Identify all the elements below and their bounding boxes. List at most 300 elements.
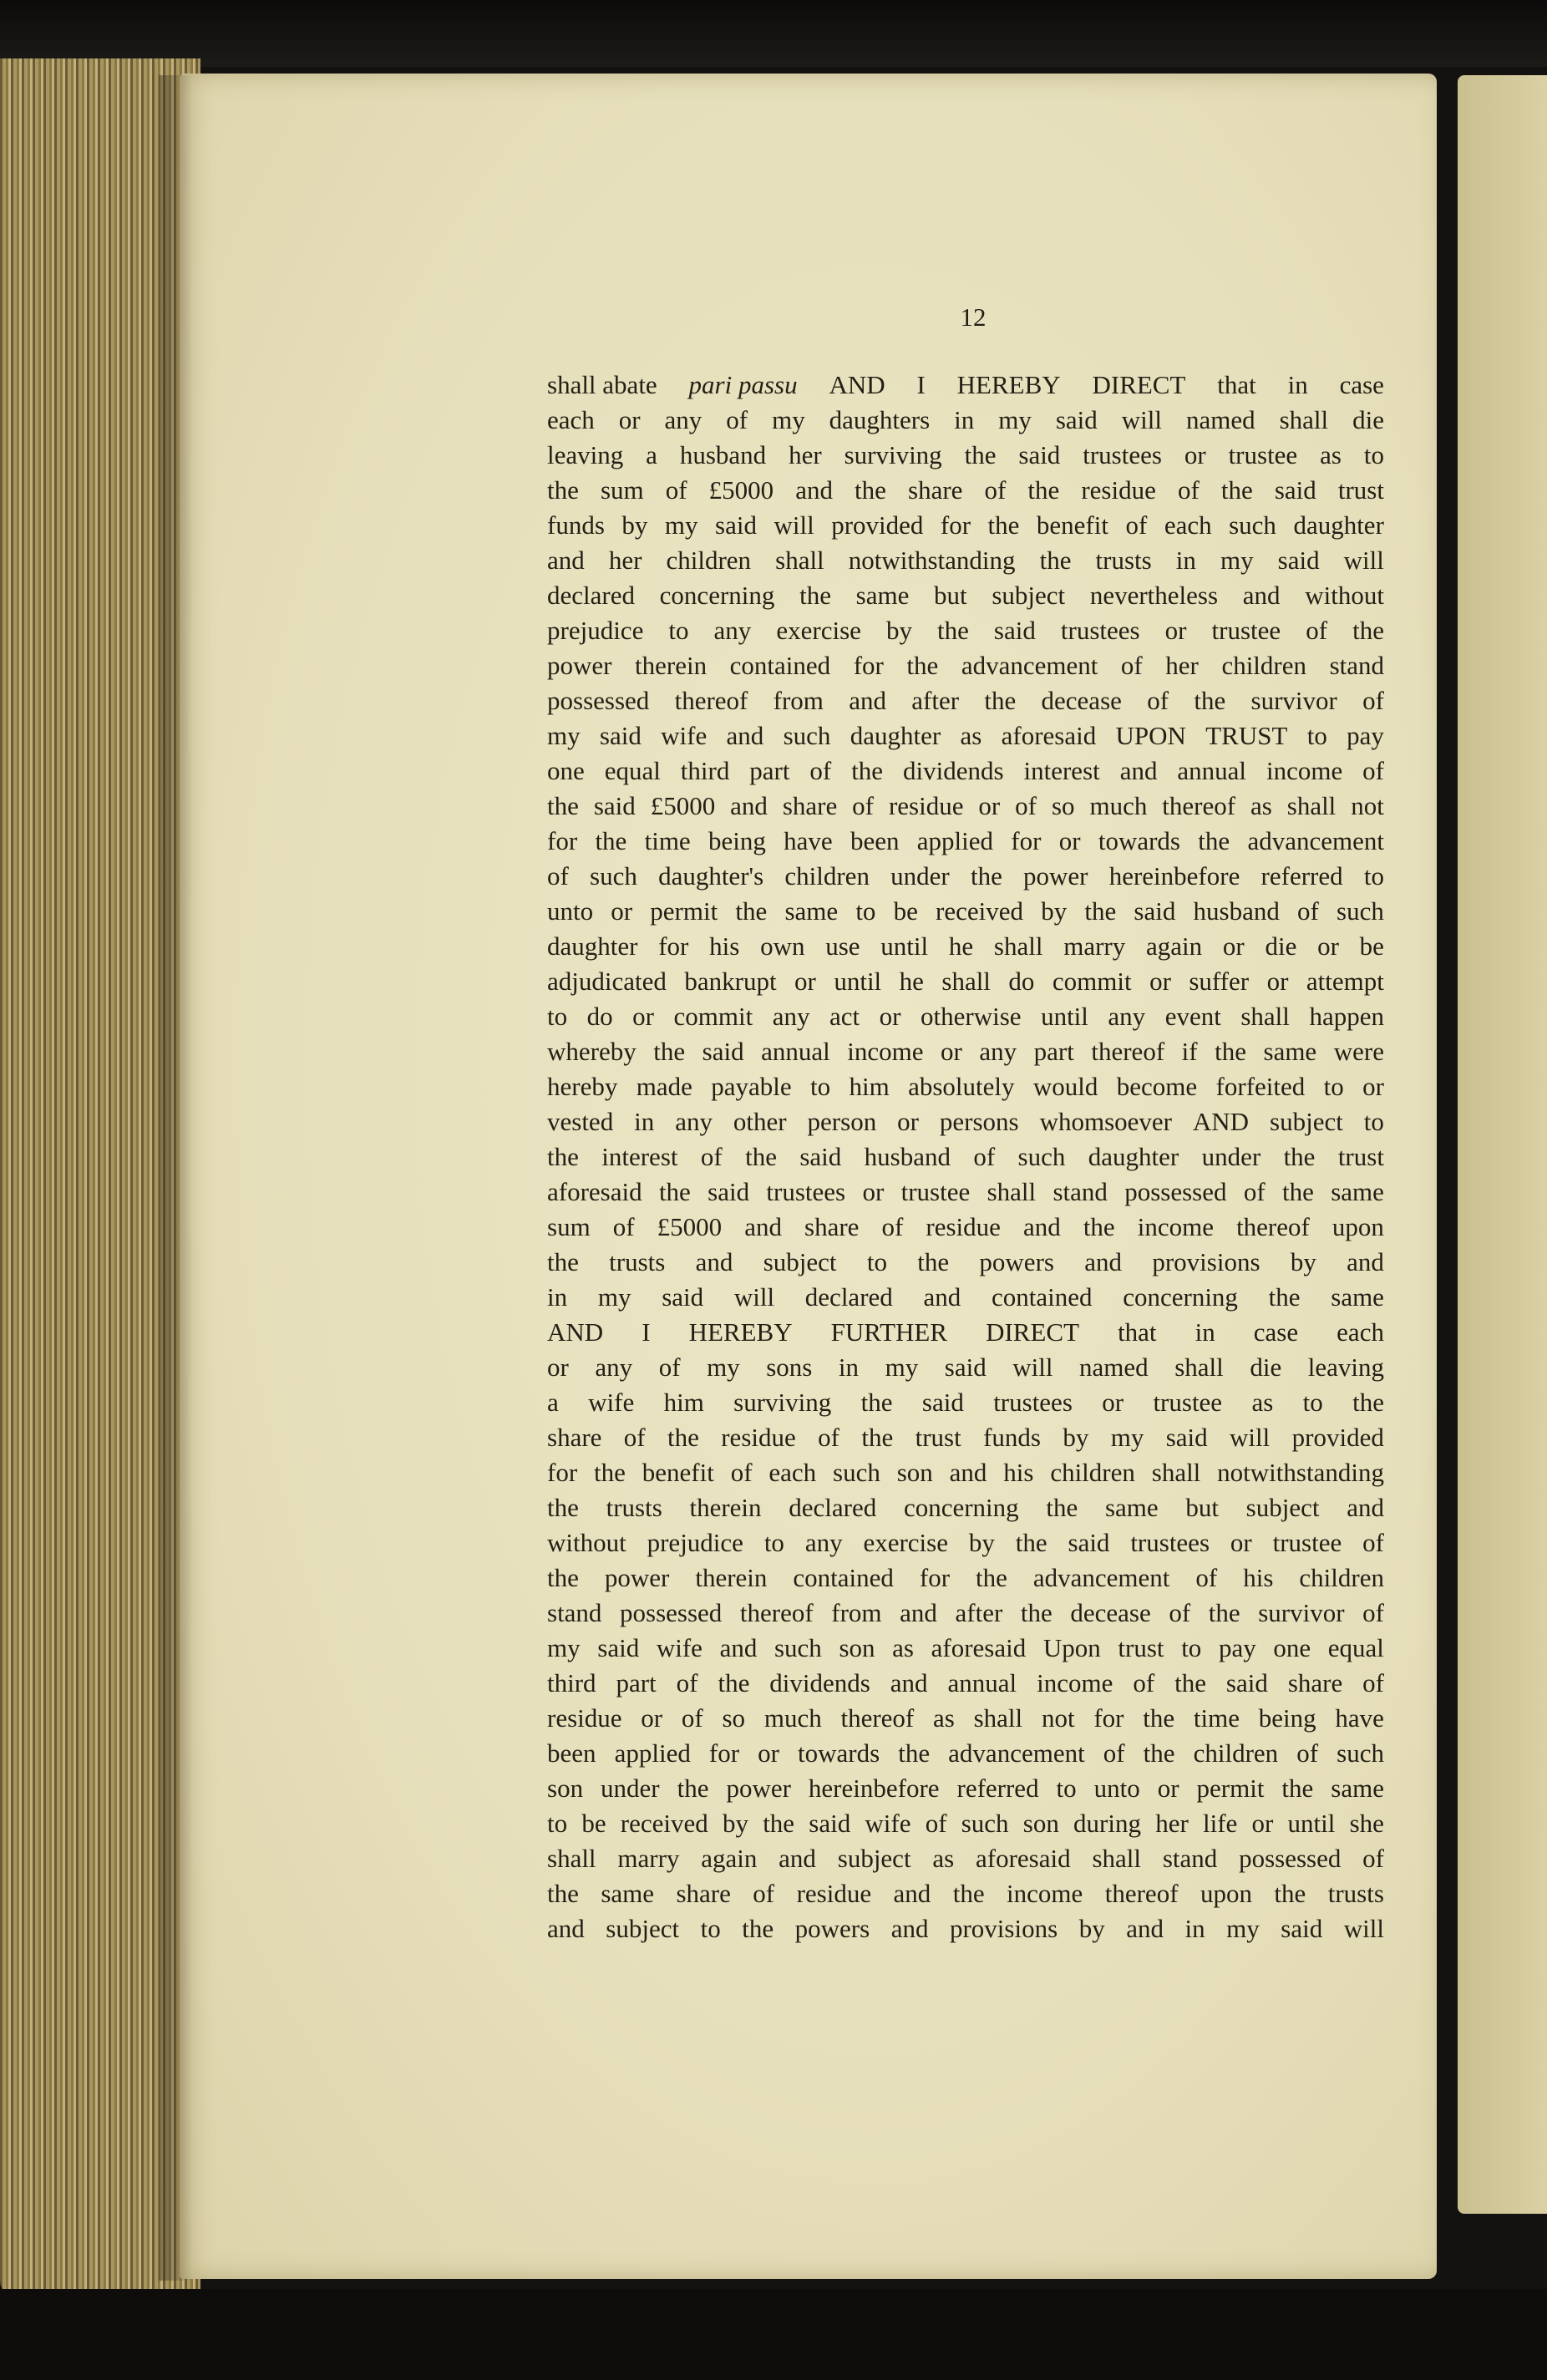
word: the <box>855 475 886 505</box>
word: powers <box>979 1247 1054 1276</box>
word: survivor <box>1250 686 1337 715</box>
word: life <box>1202 1809 1238 1838</box>
word: possessed <box>547 686 650 715</box>
word: pay <box>1347 721 1384 750</box>
word: each <box>547 405 595 434</box>
word: same <box>1331 1177 1384 1206</box>
word: trusts <box>1327 1879 1384 1908</box>
text-line <box>547 1631 1384 1666</box>
word: residue <box>926 1212 1001 1241</box>
word: the <box>547 475 579 505</box>
word: said <box>662 1282 704 1312</box>
word: or <box>1058 826 1081 855</box>
text-line <box>547 1490 1384 1525</box>
word: will <box>1343 1914 1384 1943</box>
word: exercise <box>776 616 861 645</box>
word: for <box>547 826 578 855</box>
text-line <box>547 368 1384 403</box>
word: husband <box>1193 896 1280 926</box>
text-line <box>547 859 1384 894</box>
word: subject <box>1270 1107 1343 1136</box>
word: any <box>979 1037 1017 1066</box>
word: daughter's <box>658 861 764 891</box>
word: or <box>1266 967 1289 996</box>
word: pay <box>1218 1633 1256 1662</box>
word: equal <box>604 756 661 785</box>
text-line <box>547 1385 1384 1420</box>
word: marry <box>617 1844 680 1873</box>
word: be <box>1359 931 1384 961</box>
word: of <box>984 475 1007 505</box>
word: of <box>1362 1598 1384 1627</box>
word: for <box>919 1563 951 1592</box>
word: the <box>1352 1388 1384 1417</box>
word: the <box>937 616 969 645</box>
word: person <box>807 1107 877 1136</box>
word: residue <box>796 1879 872 1908</box>
word: would <box>1032 1072 1098 1101</box>
word: same <box>1104 1493 1159 1522</box>
word: leaving <box>547 440 624 469</box>
word: the <box>1046 1493 1078 1522</box>
word: the <box>1274 1879 1306 1908</box>
text-line <box>547 999 1384 1034</box>
word: the <box>1194 686 1226 715</box>
word: and <box>779 1844 816 1873</box>
word: subject <box>606 1914 680 1943</box>
word: in <box>1287 370 1308 399</box>
word: in <box>1184 1914 1205 1943</box>
word: power <box>1023 861 1088 891</box>
word: part <box>1033 1037 1074 1066</box>
word: aforesaid <box>931 1633 1027 1662</box>
word: share <box>547 1423 602 1452</box>
word: towards <box>1098 826 1180 855</box>
word: to <box>1302 1388 1323 1417</box>
word: during <box>1073 1809 1141 1838</box>
word: exercise <box>863 1528 948 1557</box>
word: funds <box>983 1423 1041 1452</box>
word: be <box>893 896 918 926</box>
word: dividends <box>769 1668 870 1697</box>
word: case <box>1253 1317 1299 1347</box>
word: share <box>676 1879 731 1908</box>
text-line <box>547 718 1384 754</box>
word: each <box>1164 510 1212 540</box>
word: said <box>599 721 642 750</box>
word: the <box>1027 475 1060 505</box>
word: for <box>1011 826 1042 855</box>
word: annual <box>947 1668 1017 1697</box>
word: by <box>1063 1423 1089 1452</box>
word: him <box>849 1072 890 1101</box>
word: of <box>1133 1668 1155 1697</box>
word: wife <box>656 1633 702 1662</box>
word: after <box>911 686 960 715</box>
word: my <box>1220 546 1254 575</box>
word: by <box>968 1528 995 1557</box>
text-line <box>547 1806 1384 1841</box>
word: for <box>708 1738 740 1768</box>
word: the <box>677 1774 709 1803</box>
word: surviving <box>844 440 942 469</box>
word: residue <box>547 1703 622 1733</box>
word: the <box>1208 1598 1240 1627</box>
word: such <box>833 1458 880 1487</box>
word: trustees <box>993 1388 1073 1417</box>
word: prejudice <box>647 1528 743 1557</box>
word: my <box>885 1352 919 1382</box>
word: her <box>608 546 642 575</box>
word: of <box>925 1809 947 1838</box>
text-line <box>547 1175 1384 1210</box>
word: the <box>718 1668 750 1697</box>
word: power <box>547 651 612 680</box>
word: of <box>730 1458 753 1487</box>
word: share <box>1287 1668 1343 1697</box>
word: or <box>879 1002 901 1031</box>
word: income <box>1007 1879 1083 1908</box>
word: decease <box>1041 686 1122 715</box>
word: of <box>681 1703 703 1733</box>
word: of <box>852 791 874 820</box>
word: the <box>1352 616 1384 645</box>
word: my <box>707 1352 740 1382</box>
word: £5000 <box>657 1212 723 1241</box>
word: as <box>960 721 982 750</box>
text-line <box>547 824 1384 859</box>
word: received <box>620 1809 708 1838</box>
word: event <box>1164 1002 1221 1031</box>
word: marry <box>1063 931 1126 961</box>
word: adjudicated <box>547 967 667 996</box>
word: or <box>1102 1388 1124 1417</box>
word: hereinbefore <box>1108 861 1240 891</box>
word: and <box>890 1914 929 1943</box>
word: such <box>1229 510 1276 540</box>
word: part <box>749 756 790 785</box>
word: suffer <box>1189 967 1250 996</box>
word: referred <box>1260 861 1343 891</box>
word: or <box>547 1352 569 1382</box>
word: or <box>1251 1809 1274 1838</box>
word: until <box>1287 1809 1336 1838</box>
word: said <box>1018 440 1061 469</box>
word: attempt <box>1306 967 1384 996</box>
word: thereof <box>739 1598 814 1627</box>
word: daughters <box>829 405 931 434</box>
word: £5000 <box>708 475 774 505</box>
word: the <box>906 651 939 680</box>
text-line <box>547 964 1384 999</box>
word: will <box>1121 405 1162 434</box>
word: or <box>641 1703 663 1733</box>
word: his <box>1243 1563 1274 1592</box>
word: persons <box>939 1107 1019 1136</box>
word: to <box>763 1528 784 1557</box>
text-segment: shall abate <box>547 370 657 399</box>
word: any <box>675 1107 713 1136</box>
word: shall <box>1092 1844 1141 1873</box>
word: or <box>611 896 633 926</box>
word: die <box>1352 405 1384 434</box>
word: trusts <box>606 1493 662 1522</box>
text-line <box>547 894 1384 929</box>
word: the <box>547 1247 579 1276</box>
word: thereof <box>1162 791 1236 820</box>
word: said <box>799 1142 842 1171</box>
word: same <box>784 896 839 926</box>
word: the <box>1268 1282 1301 1312</box>
word: have <box>784 826 833 855</box>
word: aforesaid <box>547 1177 642 1206</box>
word: thereof <box>840 1703 915 1733</box>
word: to <box>1363 1107 1384 1136</box>
word: and <box>900 1598 937 1627</box>
word: shall <box>973 1703 1023 1733</box>
word: said <box>921 1388 964 1417</box>
text-line <box>547 1841 1384 1876</box>
word: of <box>726 405 748 434</box>
word: subject <box>837 1844 911 1873</box>
word: to <box>1056 1774 1077 1803</box>
word: of <box>547 861 569 891</box>
word: forfeited <box>1215 1072 1306 1101</box>
word: shall <box>987 1177 1037 1206</box>
word: not <box>1041 1703 1075 1733</box>
word: interest <box>1023 756 1100 785</box>
word: possessed <box>1239 1844 1342 1873</box>
word: trustee <box>1228 440 1298 469</box>
word: the <box>1215 1037 1246 1066</box>
word: her <box>1165 651 1199 680</box>
word: advancement <box>948 1738 1085 1768</box>
word: shall <box>1174 1352 1224 1382</box>
word: by <box>885 616 912 645</box>
word: TRUST <box>1205 721 1288 750</box>
word: Upon <box>1042 1633 1101 1662</box>
word: of <box>1362 1844 1384 1873</box>
word: same <box>1331 1774 1384 1803</box>
word: wife <box>865 1809 911 1838</box>
word: such <box>1337 896 1384 926</box>
text-line <box>547 578 1384 613</box>
word: my <box>998 405 1032 434</box>
word: whomsoever <box>1039 1107 1172 1136</box>
word: commit <box>1052 967 1132 996</box>
word: again <box>701 1844 758 1873</box>
word: the <box>547 1879 579 1908</box>
word: and <box>923 1282 961 1312</box>
word: the <box>547 791 579 820</box>
word: same <box>1331 1282 1384 1312</box>
word: husband <box>679 440 767 469</box>
word: son <box>1022 1809 1059 1838</box>
word: the <box>595 826 627 855</box>
word: the <box>1020 1598 1052 1627</box>
word: son <box>839 1633 875 1662</box>
word: the <box>976 1563 1007 1592</box>
word: children <box>1221 651 1307 680</box>
word: of <box>818 1423 839 1452</box>
word: trustee <box>900 1177 971 1206</box>
word: children <box>1299 1563 1384 1592</box>
word: the <box>1281 1177 1314 1206</box>
word: of <box>1306 616 1328 645</box>
word: and <box>744 1212 782 1241</box>
text-line <box>547 1069 1384 1104</box>
word: trustees <box>766 1177 846 1206</box>
word: trustees <box>1060 616 1140 645</box>
word: subject <box>992 581 1066 610</box>
word: or <box>1184 440 1206 469</box>
word: a <box>646 440 657 469</box>
word: under <box>890 861 950 891</box>
word: will <box>1343 546 1384 575</box>
word: she <box>1349 1809 1384 1838</box>
word: share <box>782 791 838 820</box>
text-line <box>547 1876 1384 1911</box>
word: of <box>1120 651 1143 680</box>
word: to <box>547 1002 568 1031</box>
word: in <box>634 1107 655 1136</box>
word: the <box>594 1458 626 1487</box>
word: and <box>695 1247 733 1276</box>
word: and <box>893 1879 931 1908</box>
text-line <box>547 1560 1384 1596</box>
text-line <box>547 1736 1384 1771</box>
word: that <box>1217 370 1256 399</box>
word: the <box>952 1879 985 1908</box>
word: provisions <box>1152 1247 1260 1276</box>
word: for <box>1093 1703 1124 1733</box>
word: stand <box>1052 1177 1108 1206</box>
word: and <box>719 1633 758 1662</box>
word: other <box>733 1107 787 1136</box>
word: aforesaid <box>976 1844 1071 1873</box>
word: equal <box>1327 1633 1384 1662</box>
word: to <box>1306 721 1327 750</box>
text-line <box>547 473 1384 508</box>
word: said <box>944 1352 987 1382</box>
word: any <box>804 1528 843 1557</box>
word: one <box>547 756 585 785</box>
word: and <box>547 1914 585 1943</box>
text-line <box>547 1420 1384 1455</box>
word: trustees <box>1083 440 1162 469</box>
word: HEREBY <box>688 1317 793 1347</box>
word: shall <box>1286 791 1337 820</box>
word: applied <box>916 826 994 855</box>
word: will <box>774 510 814 540</box>
word: or <box>618 405 641 434</box>
word: advancement <box>961 651 1098 680</box>
word: if <box>1181 1037 1198 1066</box>
text-line <box>547 1771 1384 1806</box>
word: named <box>1079 1352 1149 1382</box>
word: absolutely <box>908 1072 1015 1101</box>
word: under <box>1201 1142 1261 1171</box>
word: said <box>1225 1668 1268 1697</box>
text-line <box>547 683 1384 718</box>
word: and <box>1347 1247 1384 1276</box>
word: been <box>850 826 900 855</box>
text-line <box>547 648 1384 683</box>
word: the <box>547 1563 579 1592</box>
word: to <box>810 1072 831 1101</box>
word: concerning <box>903 1493 1019 1522</box>
word: each <box>1337 1317 1384 1347</box>
word: received <box>936 896 1024 926</box>
word: as <box>933 1703 955 1733</box>
word: commit <box>673 1002 753 1031</box>
word: the <box>1281 1774 1314 1803</box>
word: declared <box>547 581 635 610</box>
word: stand <box>1329 651 1384 680</box>
word: but <box>1185 1493 1219 1522</box>
word: for <box>547 1458 578 1487</box>
word: applied <box>614 1738 691 1768</box>
word: to <box>1323 1072 1344 1101</box>
word: the <box>1174 1668 1206 1697</box>
word: my <box>664 510 698 540</box>
word: any <box>772 1002 810 1031</box>
word: made <box>636 1072 692 1101</box>
word: said <box>1281 1914 1323 1943</box>
word: to <box>855 896 876 926</box>
word: third <box>680 756 730 785</box>
word: trust <box>1118 1633 1164 1662</box>
word: residue <box>721 1423 796 1452</box>
word: referred <box>956 1774 1039 1803</box>
word: the <box>735 896 768 926</box>
word: case <box>1339 370 1384 399</box>
word: AND <box>547 1317 604 1347</box>
word: trustee <box>1272 1528 1342 1557</box>
word: of <box>623 1423 646 1452</box>
word: by <box>1041 896 1068 926</box>
word: time <box>644 826 691 855</box>
word: therein <box>689 1493 762 1522</box>
word: and <box>726 721 764 750</box>
word: of <box>1147 686 1169 715</box>
word: have <box>1335 1703 1384 1733</box>
word: thereof <box>674 686 748 715</box>
word: of <box>1297 896 1319 926</box>
word: as <box>932 1844 955 1873</box>
word: notwithstanding <box>848 546 1016 575</box>
word: him <box>663 1388 704 1417</box>
word: or <box>1317 931 1339 961</box>
word: same <box>601 1879 655 1908</box>
word: do <box>1008 967 1035 996</box>
word: said <box>1134 896 1176 926</box>
word: his <box>1003 1458 1034 1487</box>
word: third <box>547 1668 596 1697</box>
word: said <box>708 1177 750 1206</box>
word: bankrupt <box>684 967 777 996</box>
word: contained <box>991 1282 1093 1312</box>
word: advancement <box>1247 826 1384 855</box>
word: son <box>896 1458 933 1487</box>
word: he <box>948 931 974 961</box>
word: nevertheless <box>1089 581 1219 610</box>
word: shall <box>993 931 1043 961</box>
word: children <box>666 546 752 575</box>
word: daughter <box>1293 510 1384 540</box>
word: HEREBY <box>956 370 1061 399</box>
word: trustee <box>1153 1388 1223 1417</box>
